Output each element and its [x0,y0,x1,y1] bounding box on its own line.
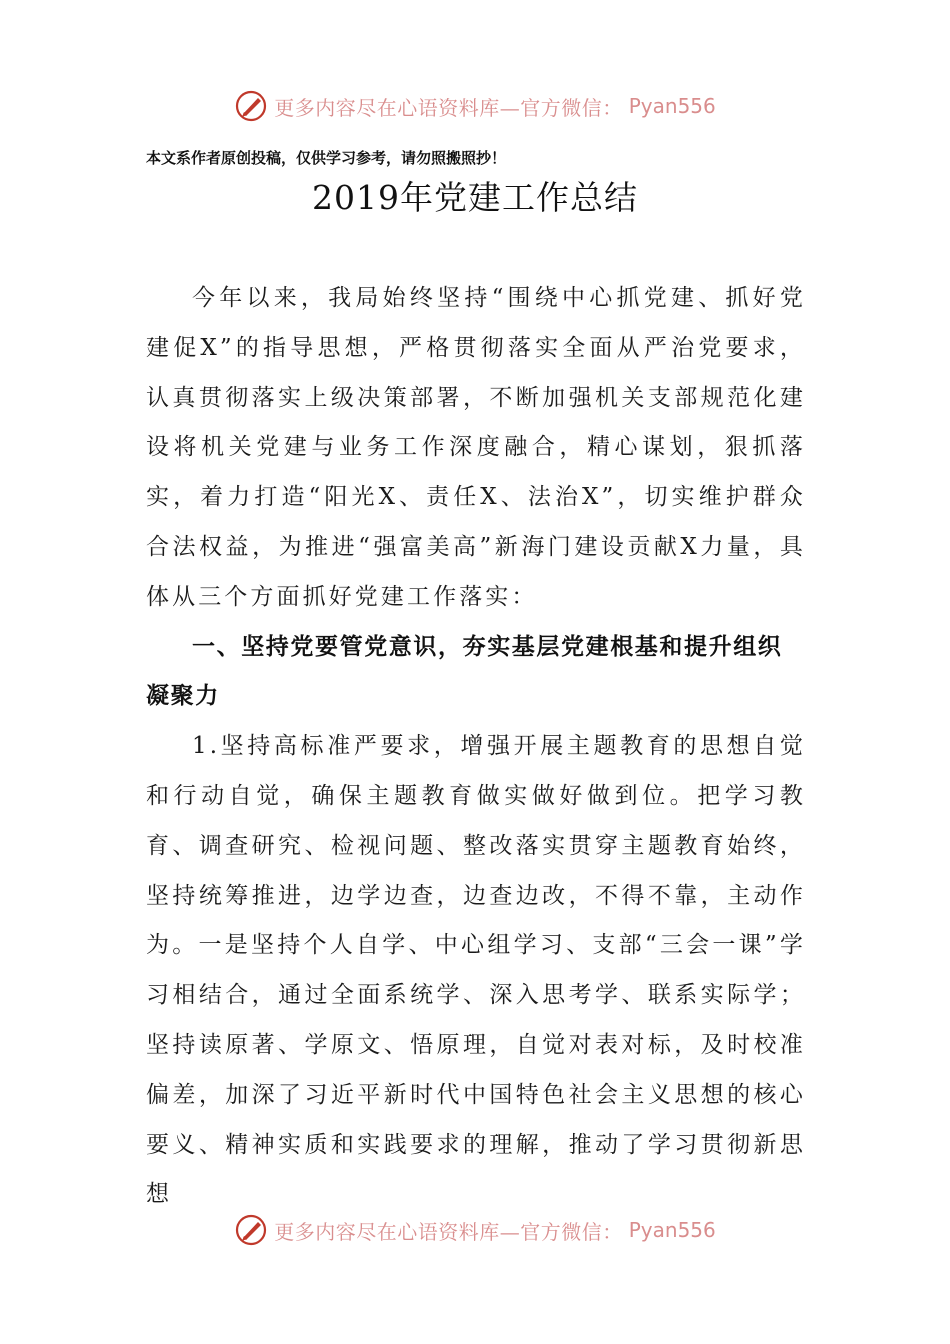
copyright-notice: 本文系作者原创投稿，仅供学习参考，请勿照搬照抄！ [146,149,507,167]
quill-logo-icon [234,1213,268,1247]
page-title: 2019年党建工作总结 [312,178,638,217]
section-heading-1: 一、坚持党要管党意识，夯实基层党建根基和提升组织凝聚力 [146,633,783,710]
watermark-text: 更多内容尽在心语资料库—官方微信： [274,95,623,120]
document-body [146,274,806,1220]
wechat-id: Pyan556 [628,94,716,118]
item-paragraph-1: 1.坚持高标准严要求，增强开展主题教育的思想自觉和行动自觉，确保主题教育做实做好做到位。把学习教育、调查研究、检视问题、整改落实贯穿主题教育始终，坚持统筹推进，边学边查，边查边改，不得不靠，主动作为。一是坚持个人自学、中心组学习、支部“三会一课”学习相结合，通过全面系统学、深入思考学、联系实际学；坚持读原著、学原文、悟原理，自觉对表对标，及时校准偏差，加深了习近平新时代中国特色社会主义思想的核心要义、精神实质和实践要求的理解，推动了学习贯彻新思想 [146,733,806,1208]
intro-paragraph: 今年以来，我局始终坚持“围绕中心抓党建、抓好党建促X”的指导思想，严格贯彻落实全面从严治党要求，认真贯彻落实上级决策部署，不断加强机关支部规范化建设将机关党建与业务工作深度融合，精心谋划，狠抓落实，着力打造“阳光X、责任X、法治X”，切实维护群众合法权益，为推进“强富美高”新海门建设贡献X力量，具体从三个方面抓好党建工作落实： [146,285,806,610]
quill-logo-icon [234,89,268,123]
watermark-text: 更多内容尽在心语资料库—官方微信： [274,1219,623,1244]
wechat-id: Pyan556 [628,1218,716,1242]
watermark-banner-bottom [0,1208,950,1252]
watermark-banner-top [0,84,950,128]
